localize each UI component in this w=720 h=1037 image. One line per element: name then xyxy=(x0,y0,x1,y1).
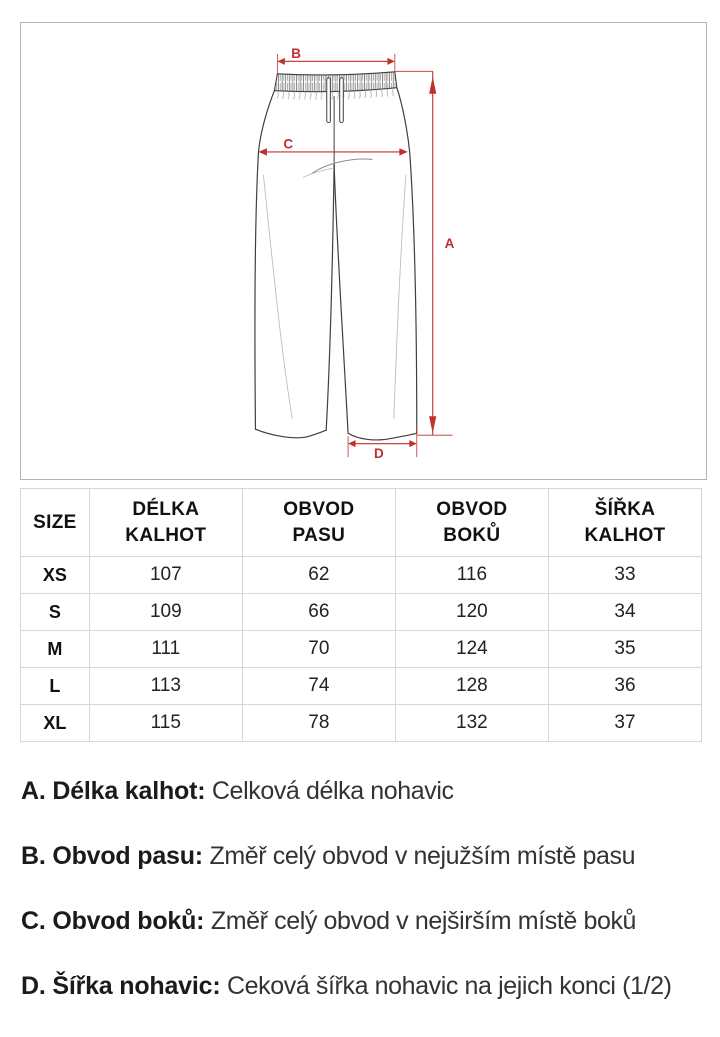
column-header-delka-kalhot xyxy=(89,489,242,557)
table-row-xs xyxy=(21,557,702,594)
legend-text: Celková délka nohavic xyxy=(205,777,454,805)
header-text: DÉLKA xyxy=(132,498,200,520)
legend-line-c xyxy=(21,907,711,936)
header-text: KALHOT xyxy=(125,524,207,546)
table-row-xl xyxy=(21,705,702,742)
dimension-label-b: B xyxy=(291,45,302,61)
value-cell: 74 xyxy=(242,668,395,705)
size-label: S xyxy=(21,594,90,631)
table-row-l xyxy=(21,668,702,705)
value-cell: 120 xyxy=(395,594,548,631)
column-header-sirka-kalhot xyxy=(548,489,701,557)
legend-line-d xyxy=(21,972,711,1001)
size-label: XL xyxy=(21,705,90,742)
value-cell: 128 xyxy=(395,668,548,705)
pants-outline xyxy=(255,88,417,440)
value-cell: 34 xyxy=(548,594,701,631)
dimension-label-a: A xyxy=(444,236,455,252)
header-text: ŠÍŘKA xyxy=(594,498,656,520)
pants-diagram xyxy=(21,23,706,479)
value-cell: 113 xyxy=(89,668,242,705)
header-text: OBVOD xyxy=(436,498,508,520)
legend-text: Změř celý obvod v nejširším místě boků xyxy=(204,907,637,935)
value-cell: 116 xyxy=(395,557,548,594)
value-cell: 115 xyxy=(89,705,242,742)
legend-text: Ceková šířka nohavic na jejich konci (1/2) xyxy=(220,972,672,1000)
size-label: XS xyxy=(21,557,90,594)
legend-line-a xyxy=(21,777,711,806)
header-text: PASU xyxy=(292,524,346,546)
value-cell: 37 xyxy=(548,705,701,742)
dimension-arrow-c xyxy=(258,148,407,155)
table-header-row xyxy=(21,489,702,557)
legend-line-b xyxy=(21,842,711,871)
value-cell: 62 xyxy=(242,557,395,594)
legend-label: B. Obvod pasu: xyxy=(21,842,203,870)
header-text: OBVOD xyxy=(283,498,355,520)
column-header-size xyxy=(21,489,90,557)
legend-label: A. Délka kalhot: xyxy=(21,777,206,805)
value-cell: 33 xyxy=(548,557,701,594)
header-text: SIZE xyxy=(33,511,77,533)
table-row-s xyxy=(21,594,702,631)
crease-lines xyxy=(263,159,405,418)
value-cell: 109 xyxy=(89,594,242,631)
table-row-m xyxy=(21,631,702,668)
size-table xyxy=(20,488,702,742)
waistband xyxy=(274,72,396,100)
column-header-obvod-pasu xyxy=(242,489,395,557)
measurement-legend xyxy=(21,777,711,1037)
value-cell: 132 xyxy=(395,705,548,742)
value-cell: 111 xyxy=(89,631,242,668)
legend-label: C. Obvod boků: xyxy=(21,907,205,935)
header-text: BOKŮ xyxy=(443,524,501,546)
legend-text: Změř celý obvod v nejužším místě pasu xyxy=(202,842,636,870)
size-guide-drawing-frame xyxy=(20,22,707,480)
value-cell: 70 xyxy=(242,631,395,668)
value-cell: 35 xyxy=(548,631,701,668)
legend-label: D. Šířka nohavic: xyxy=(21,972,221,1000)
dimension-label-d: D xyxy=(373,446,384,462)
value-cell: 36 xyxy=(548,668,701,705)
value-cell: 124 xyxy=(395,631,548,668)
size-label: M xyxy=(21,631,90,668)
value-cell: 66 xyxy=(242,594,395,631)
dimension-label-c: C xyxy=(283,136,294,152)
header-text: KALHOT xyxy=(584,524,666,546)
value-cell: 78 xyxy=(242,705,395,742)
value-cell: 107 xyxy=(89,557,242,594)
column-header-obvod-boku xyxy=(395,489,548,557)
size-label: L xyxy=(21,668,90,705)
dimension-arrow-a xyxy=(417,71,453,435)
